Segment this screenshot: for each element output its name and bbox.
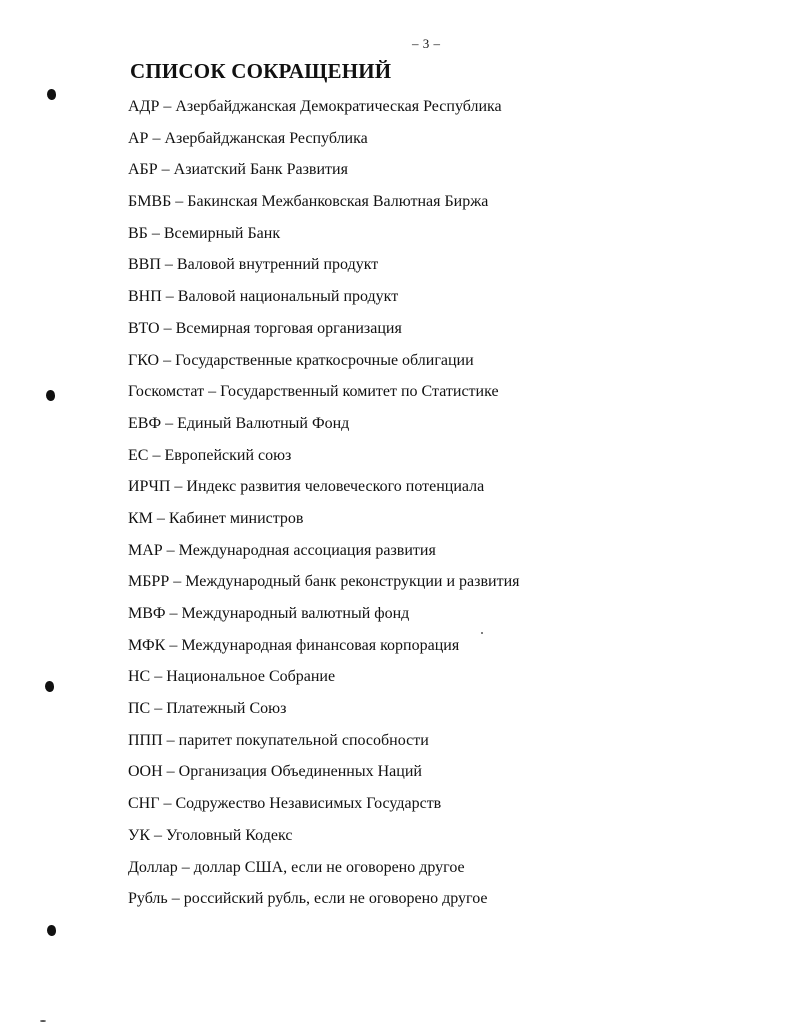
abbreviation-item: ВБ – Всемирный Банк (128, 224, 281, 242)
scan-speck (481, 632, 483, 634)
abbreviation-item: Рубль – российский рубль, если не оговорено другое (128, 890, 488, 908)
abbreviation-item: ВНП – Валовой национальный продукт (128, 288, 399, 306)
page-number: – 3 – (412, 36, 441, 51)
punch-hole-mark (47, 89, 56, 100)
abbreviation-item: ООН – Организация Объединенных Наций (128, 763, 422, 781)
punch-hole-mark (45, 681, 54, 692)
abbreviation-item: ВВП – Валовой внутренний продукт (128, 256, 379, 274)
abbreviation-item: КМ – Кабинет министров (128, 509, 304, 527)
abbreviation-item: СНГ – Содружество Независимых Государств (128, 795, 442, 813)
abbreviation-item: МФК – Международная финансовая корпорация (128, 636, 460, 654)
abbreviation-item: БМВБ – Бакинская Межбанковская Валютная Биржа (128, 193, 489, 211)
page-title: СПИСОК СОКРАЩЕНИЙ (130, 59, 392, 83)
abbreviation-item: АР – Азербайджанская Республика (128, 129, 368, 147)
abbreviation-item: ГКО – Государственные краткосрочные облигации (128, 351, 474, 369)
abbreviation-list (128, 96, 520, 920)
abbreviation-item: ВТО – Всемирная торговая организация (128, 319, 402, 337)
abbreviation-item: Доллар – доллар США, если не оговорено другое (128, 858, 465, 876)
abbreviation-item: АДР – Азербайджанская Демократическая Республика (128, 98, 502, 115)
punch-hole-mark (47, 925, 56, 936)
abbreviation-item: ЕВФ – Единый Валютный Фонд (128, 414, 350, 432)
abbreviation-item: ППП – паритет покупательной способности (128, 731, 429, 749)
abbreviation-item: МВФ – Международный валютный фонд (128, 605, 410, 622)
punch-hole-mark (46, 390, 55, 401)
abbreviation-item: АБР – Азиатский Банк Развития (128, 161, 348, 179)
abbreviation-item: УК – Уголовный Кодекс (128, 826, 293, 844)
abbreviation-item: МАР – Международная ассоциация развития (128, 541, 436, 559)
abbreviation-item: ПС – Платежный Союз (128, 700, 287, 718)
abbreviation-item: Госкомстат – Государственный комитет по Статистике (128, 383, 499, 401)
abbreviation-item: ИРЧП – Индекс развития человеческого потенциала (128, 478, 485, 496)
scan-speck (40, 1020, 46, 1022)
abbreviation-item: НС – Национальное Собрание (128, 668, 336, 686)
abbreviation-item: МБРР – Международный банк реконструкции и развития (128, 573, 520, 591)
abbreviation-item: ЕС – Европейский союз (128, 446, 292, 464)
